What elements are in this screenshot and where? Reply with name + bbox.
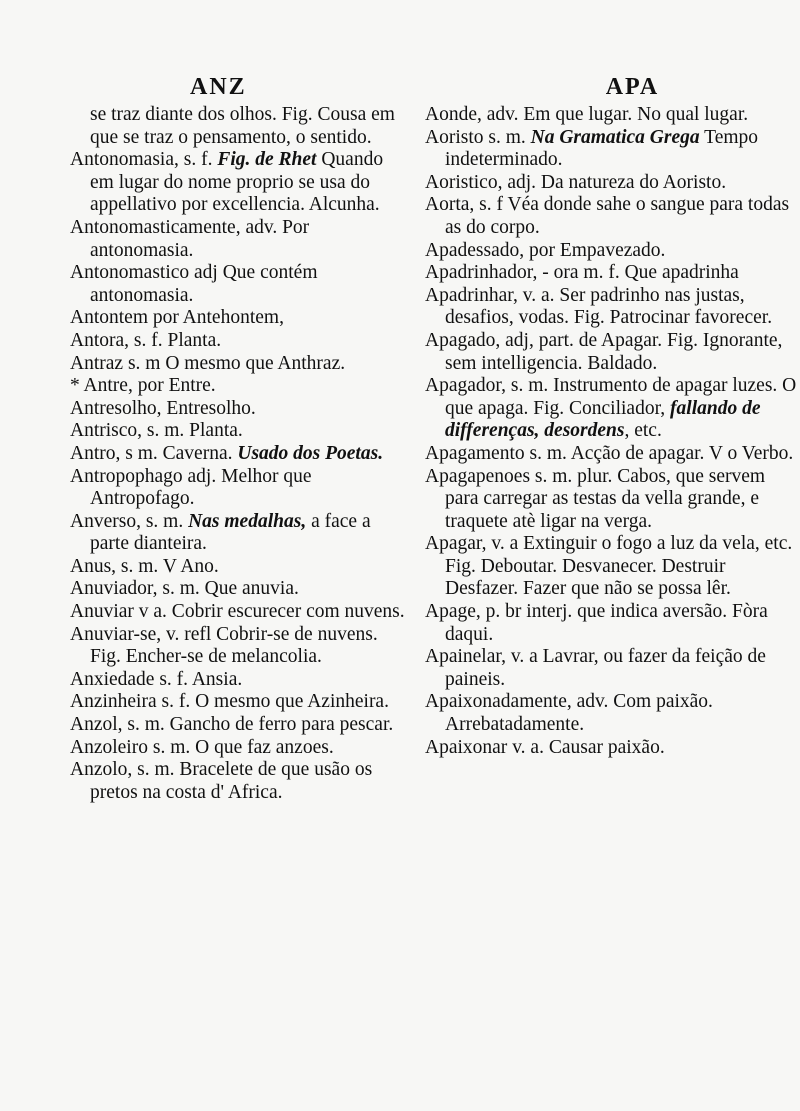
entry-headword: Apaixonadamente [425,691,567,713]
entry-headword: Apadessado [425,239,520,261]
dictionary-entry [70,398,410,421]
entry-definition: s. f. O mesmo que Azinheira. [156,691,389,713]
entry-definition: , p. br interj. que indica aversão. Fòra daqui. [445,601,768,645]
entry-headword: Anuviar-se [70,623,157,645]
entry-headword: Apage [425,601,476,623]
dictionary-entry [70,466,410,511]
dictionary-entry [70,759,410,804]
dictionary-entry [425,330,800,375]
dictionary-entry [425,104,800,127]
entry-definition: s. f. Ansia. [154,668,243,690]
entry-headword: Aoristico [425,171,498,193]
entry-headword: * Antre [70,375,128,397]
entry-headword: Aonde [425,104,477,125]
entry-headword: Anzol [70,714,118,736]
dictionary-entry [70,353,410,376]
dictionary-entry [70,624,410,669]
dictionary-entry [70,330,410,353]
dictionary-entry [425,443,800,466]
entry-definition: s. m. plur. Cabos, que servem para carregar as testas da vella grande, e traquete atè ligar na verga. [445,465,766,532]
entry-definition: , adv. Com paixão. Arrebatadamente. [445,691,713,736]
entry-headword: Apagar [425,533,482,555]
entry-headword: Aorta [425,194,470,216]
entry-usage-note: fallando de differenças, desordens [445,397,761,442]
entry-definition: , v. a. Ser padrinho nas justas, desafios, vodas. Fig. Patrocinar favorecer. [445,284,773,329]
entry-headword: Antora [70,329,125,351]
dictionary-entry [425,737,800,760]
entry-definition: , adv. Em que lugar. No qual lugar. [477,104,749,125]
left-column [70,70,410,804]
entry-headword: Anus [70,555,112,577]
dictionary-entry [70,578,410,601]
entry-headword: Anverso [70,510,137,532]
dictionary-entry [425,285,800,330]
dictionary-entry [70,262,410,307]
entry-headword: Anzoleiro [70,736,148,758]
entry-definition: , v. a Extinguir o fogo a luz da vela, etc. Fig. Deboutar. Desvanecer. Destruir Desfazer. Fazer que não se possa lêr. [445,533,793,600]
entry-usage-note: Na Gramatica Grega [530,126,700,148]
entry-headword: Aoristo [425,126,484,148]
entry-headword: Antraz [70,352,124,374]
entry-definition: , s. f. Planta. [124,329,222,351]
entry-definition: , por Empavezado. [519,239,666,261]
entry-continuation [70,104,410,149]
entry-definition: s. m. [483,126,531,148]
right-running-head: APA [605,74,660,100]
entry-definition: v. a. Causar paixão. [507,736,665,758]
entry-definition: s. m O mesmo que Anthraz. [123,352,346,374]
entry-headword: Antonomasticamente [70,216,236,238]
entry-definition-tail: , etc. [624,420,662,442]
dictionary-entry [425,375,800,443]
entry-definition: , s. m. Bracelete de que usão os pretos na costa d' Africa. [90,759,373,803]
entry-headword: Antonomastico [70,262,190,284]
entry-definition: , v. refl Cobrir-se de nuvens. Fig. Encher-se de melancolia. [90,623,378,668]
entry-definition: se traz diante dos olhos. Fig. Cousa em que se traz o pensamento, o sentido. [90,104,395,148]
entry-definition: , s. m. Planta. [137,420,243,442]
entry-usage-note: Nas medalhas, [188,510,307,532]
entry-definition: , adj. Da natureza do Aoristo. [497,171,727,193]
entry-definition-tail: a face a parte dianteira. [90,510,371,555]
dictionary-entry [425,262,800,285]
entry-definition: adj Que contém antonomasia. [90,262,318,306]
entry-definition: s. m. Acção de apagar. V o Verbo. [524,442,794,464]
entry-definition: , adj, part. de Apagar. Fig. Ignorante, sem intelligencia. Baldado. [445,329,783,374]
dictionary-entry [70,601,410,624]
dictionary-entry [70,556,410,579]
entry-definition-tail: Tempo indeterminado. [445,126,759,171]
entry-definition: s. m. O que faz anzoes. [147,736,334,758]
right-entry-list [425,104,800,759]
entry-headword: Apadrinhar [425,284,514,306]
dictionary-entry [70,511,410,556]
entry-headword: Anuviar [70,601,134,623]
dictionary-entry [70,714,410,737]
dictionary-entry [425,691,800,736]
dictionary-entry [70,375,410,398]
dictionary-entry [70,149,410,217]
left-running-head: ANZ [190,74,247,100]
entry-definition: , Entresolho. [156,397,256,419]
entry-definition: , v. a Lavrar, ou fazer da feição de paineis. [445,646,766,690]
entry-headword: Apagado [425,329,496,351]
entry-definition: adj. Melhor que Antropofago. [90,465,312,510]
entry-headword: Apagamento [425,442,525,464]
right-column [425,70,800,759]
entry-definition: , - ora m. f. Que apadrinha [532,262,739,284]
dictionary-entry [425,240,800,263]
entry-definition: , adv. Por antonomasia. [90,216,310,261]
entry-definition: , s. m. Gancho de ferro para pescar. [117,714,394,736]
entry-definition: , s. m. V Ano. [111,555,219,577]
entry-definition: , por Entre. [127,375,216,397]
entry-headword: Antresolho [70,397,157,419]
entry-definition: , s. f Véa donde sahe o sangue para todas as do corpo. [445,194,790,238]
dictionary-entry [70,217,410,262]
dictionary-entry [70,669,410,692]
entry-usage-note: Fig. de Rhet [217,149,317,171]
dictionary-entry [425,466,800,534]
entry-headword: Antro [70,442,116,464]
entry-headword: Anxiedade [70,668,155,690]
dictionary-entry [425,533,800,601]
entry-definition: por Antehontem, [148,307,284,329]
entry-definition: , s. m. [136,510,189,532]
dictionary-entry [425,172,800,195]
entry-headword: Antropophago [70,465,183,487]
entry-headword: Apagador [425,375,502,397]
dictionary-entry [425,646,800,691]
entry-headword: Anuviador [70,578,153,600]
entry-headword: Anzinheira [70,691,157,713]
entry-headword: Antrisco [70,420,138,442]
dictionary-entry [425,127,800,172]
dictionary-entry [70,691,410,714]
entry-definition: , s. m. Que anuvia. [152,578,299,600]
entry-headword: Anzolo [70,759,128,781]
entry-usage-note: Usado dos Poetas. [237,442,384,464]
entry-headword: Apainelar [425,646,502,668]
entry-headword: Antonomasia [70,149,174,171]
dictionary-entry [70,443,410,466]
dictionary-entry [70,307,410,330]
entry-definition: v a. Cobrir escurecer com nuvens. [133,601,405,623]
dictionary-entry [425,601,800,646]
entry-headword: Apaixonar [425,736,508,758]
entry-definition: , s m. Caverna. [115,442,238,464]
entry-headword: Apagapenoes [425,465,531,487]
entry-definition: , s. m. Instrumento de apagar luzes. O que apaga. Fig. Conciliador, [445,375,797,419]
entry-headword: Apadrinhador [425,262,533,284]
entry-definition-tail: Quando em lugar do nome proprio se usa do appellativo por excellencia. Alcunha. [90,149,384,216]
dictionary-entry [70,737,410,760]
entry-headword: Antontem [70,307,148,329]
entry-definition: , s. f. [173,149,218,171]
dictionary-entry [425,194,800,239]
dictionary-entry [70,420,410,443]
left-entry-list [70,104,410,804]
